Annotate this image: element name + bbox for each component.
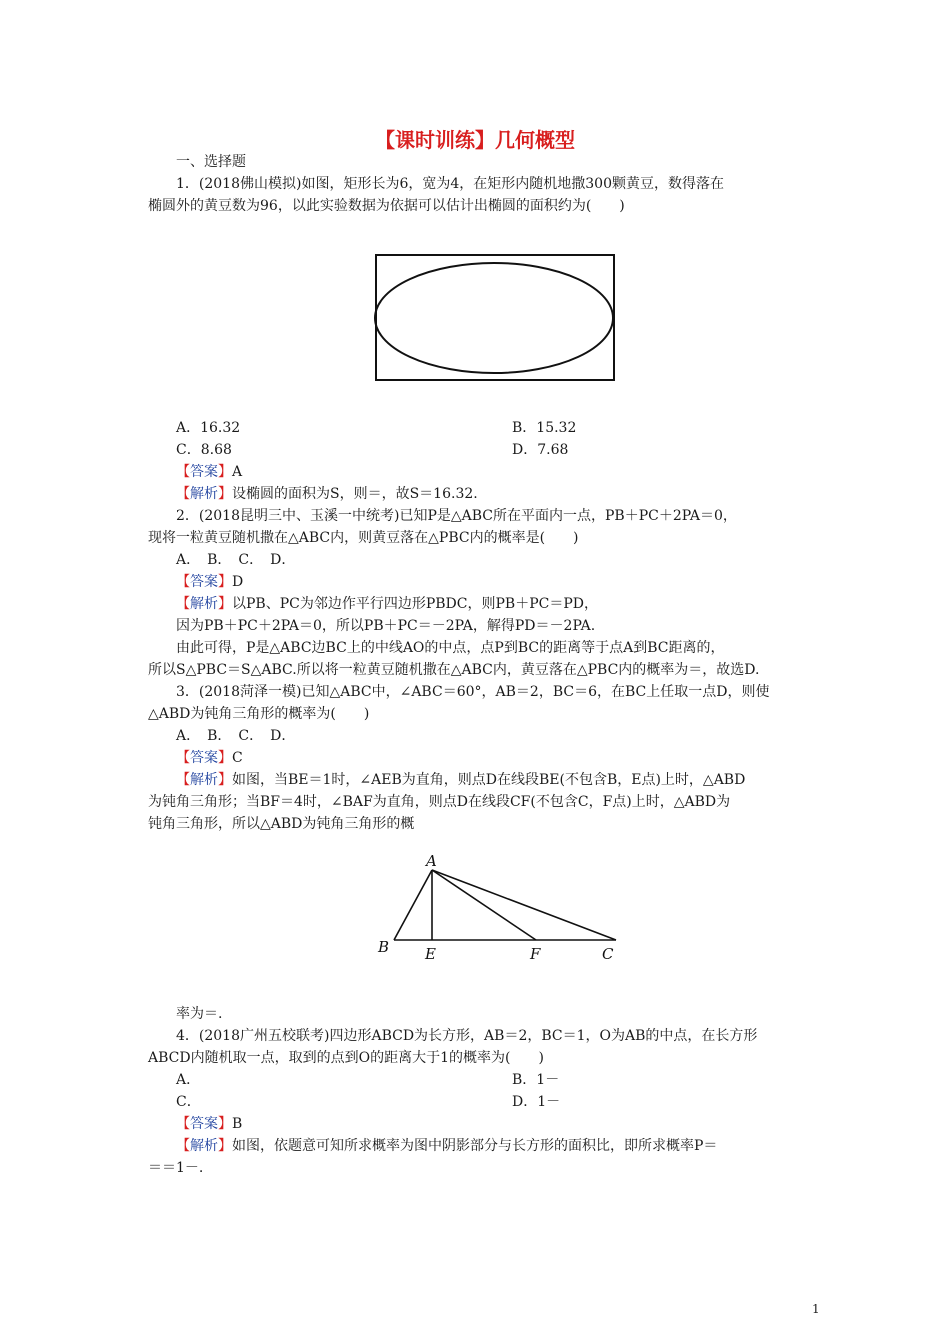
- label-a: A: [426, 852, 437, 870]
- q4-option-c: C．: [176, 1094, 201, 1110]
- q4-option-a: A．: [176, 1072, 201, 1088]
- q3-analysis-line4: 率为＝.: [176, 1006, 223, 1022]
- label-f: F: [530, 945, 541, 963]
- q1-option-c: C．8.68: [176, 442, 232, 458]
- q3-analysis-line2: 为钝角三角形；当BF＝4时，∠BAF为直角，则点D在线段CF(不包含C，F点)上时，△ABD为: [148, 794, 731, 810]
- q4-option-d: D．1－: [512, 1094, 561, 1110]
- q2-analysis-line2: 因为PB＋PC＋2PA＝0，所以PB＋PC＝－2PA，解得PD＝－2PA.: [176, 618, 596, 634]
- label-c: C: [602, 945, 614, 963]
- page-title: 【课时训练】几何概型: [375, 128, 575, 152]
- triangle-figure: [372, 852, 632, 967]
- q4-option-b: B．1－: [512, 1072, 560, 1088]
- q4-stem-line2: ABCD内随机取一点，取到的点到O的距离大于1的概率为( ): [148, 1050, 544, 1066]
- q2-options: A． B． C． D．: [176, 552, 296, 568]
- q1-stem-line1: 1．(2018佛山模拟)如图，矩形长为6，宽为4，在矩形内随机地撒300颗黄豆，数得落在: [176, 176, 724, 192]
- q1-stem-line2: 椭圆外的黄豆数为96，以此实验数据为依据可以估计出椭圆的面积约为( ): [148, 198, 625, 214]
- q1-option-d: D．7.68: [512, 442, 569, 458]
- q2-analysis-line3: 由此可得，P是△ABC边BC上的中线AO的中点，点P到BC的距离等于点A到BC距离的，: [176, 640, 725, 656]
- q1-analysis: 【解析】设椭圆的面积为S，则＝，故S＝16.32.: [176, 486, 478, 502]
- section-heading: 一、选择题: [176, 154, 246, 170]
- q1-option-b: B．15.32: [512, 420, 577, 436]
- q2-analysis-line1: 【解析】以PB、PC为邻边作平行四边形PBDC，则PB＋PC＝PD，: [176, 596, 598, 612]
- q3-stem-line1: 3．(2018菏泽一模)已知△ABC中，∠ABC＝60°，AB＝2，BC＝6，在BC上任取一点D，则使: [176, 684, 770, 700]
- q3-analysis-line3: 钝角三角形，所以△ABD为钝角三角形的概: [148, 816, 415, 832]
- label-e: E: [425, 945, 436, 963]
- q1-answer: 【答案】A: [176, 464, 243, 480]
- q1-option-a: A．16.32: [176, 420, 241, 436]
- q2-analysis-line4: 所以S△PBC＝S△ABC.所以将一粒黄豆随机撒在△ABC内，黄豆落在△PBC内的概率为＝，故选D.: [148, 662, 760, 678]
- q4-answer: 【答案】B: [176, 1116, 243, 1132]
- q3-analysis-line1: 【解析】如图，当BE＝1时，∠AEB为直角，则点D在线段BE(不包含B，E点)上时，△ABD: [176, 772, 746, 788]
- q2-answer: 【答案】D: [176, 574, 244, 590]
- q4-analysis-line2: ＝＝1－.: [148, 1160, 204, 1176]
- q4-stem-line1: 4．(2018广州五校联考)四边形ABCD为长方形，AB＝2，BC＝1，O为AB的中点，在长方形: [176, 1028, 758, 1044]
- q2-stem-line2: 现将一粒黄豆随机撒在△ABC内，则黄豆落在△PBC内的概率是( ): [148, 530, 579, 546]
- page-number: 1: [812, 1302, 820, 1316]
- q3-options: A． B． C． D．: [176, 728, 296, 744]
- q3-answer: 【答案】C: [176, 750, 243, 766]
- ellipse-in-rectangle-figure: [372, 252, 618, 382]
- q4-analysis-line1: 【解析】如图，依题意可知所求概率为图中阴影部分与长方形的面积比，即所求概率P＝: [176, 1138, 718, 1154]
- q3-stem-line2: △ABD为钝角三角形的概率为( ): [148, 706, 370, 722]
- q2-stem-line1: 2．(2018昆明三中、玉溪一中统考)已知P是△ABC所在平面内一点，PB＋PC＋2PA＝0，: [176, 508, 737, 524]
- label-b: B: [378, 938, 390, 956]
